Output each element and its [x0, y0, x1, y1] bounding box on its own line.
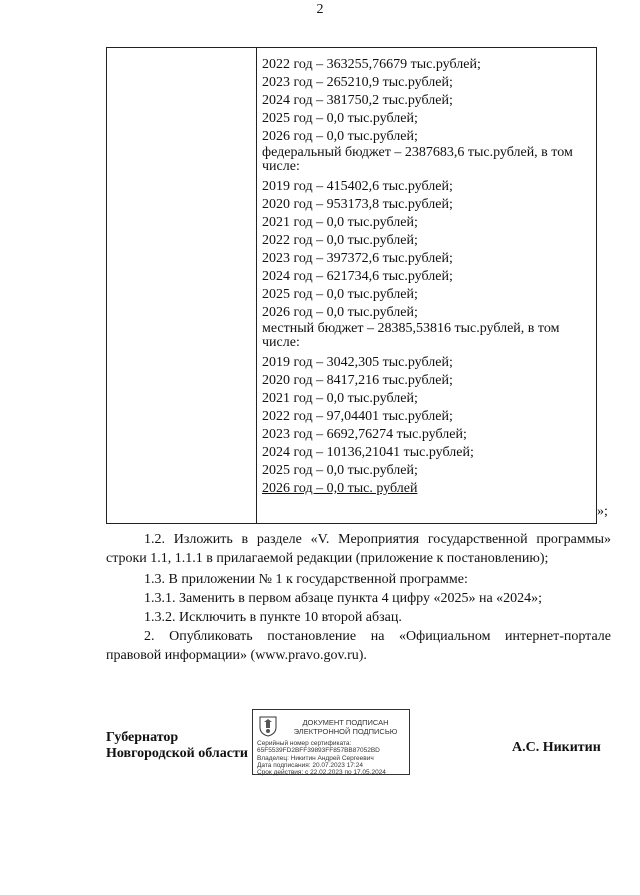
stamp-title-line-2: ЭЛЕКТРОННОЙ ПОДПИСЬЮ — [293, 727, 398, 736]
coat-of-arms-icon — [258, 715, 278, 737]
paragraph-1-3-2: 1.3.2. Исключить в пункте 10 второй абзац. — [144, 610, 402, 625]
budget-table — [106, 47, 597, 524]
table-row: 2022 год – 97,04401 тыс.рублей; — [262, 409, 453, 424]
table-row: 2020 год – 8417,216 тыс.рублей; — [262, 373, 453, 388]
cert-owner: Владелец: Никитин Андрей Сергеевич — [257, 755, 374, 762]
cert-label: Серийный номер сертификата: — [257, 740, 352, 747]
table-row: 2025 год – 0,0 тыс.рублей; — [262, 287, 418, 302]
table-closing-quote: »; — [597, 504, 608, 519]
table-rows — [262, 56, 592, 498]
table-row: 2024 год – 621734,6 тыс.рублей; — [262, 269, 453, 284]
paragraph-1-3: 1.3. В приложении № 1 к государственной программе: — [144, 572, 468, 587]
table-row: 2022 год – 363255,76679 тыс.рублей; — [262, 57, 481, 72]
table-row: 2024 год – 381750,2 тыс.рублей; — [262, 93, 453, 108]
table-row: 2019 год – 415402,6 тыс.рублей; — [262, 179, 453, 194]
position-line-2: Новгородской области — [106, 746, 248, 761]
stamp-title — [283, 718, 408, 736]
table-row: 2025 год – 0,0 тыс.рублей; — [262, 463, 418, 478]
table-row: 2019 год – 3042,305 тыс.рублей; — [262, 355, 453, 370]
table-row: 2026 год – 0,0 тыс.рублей; — [262, 129, 418, 144]
table-row: 2020 год – 953173,8 тыс.рублей; — [262, 197, 453, 212]
signer-name: А.С. Никитин — [512, 740, 601, 755]
table-row: 2023 год – 397372,6 тыс.рублей; — [262, 251, 453, 266]
table-row: федеральный бюджет – 2387683,6 тыс.рублей, в том числе: — [262, 145, 573, 174]
electronic-signature-stamp — [252, 709, 410, 775]
signed-date: Дата подписания: 20.07.2023 17:24 — [257, 762, 363, 769]
page-number: 2 — [316, 2, 324, 17]
paragraph-1-3-1: 1.3.1. Заменить в первом абзаце пункта 4 цифру «2025» на «2024»; — [144, 591, 543, 606]
table-row: 2023 год – 6692,76274 тыс.рублей; — [262, 427, 467, 442]
table-row: 2023 год – 265210,9 тыс.рублей; — [262, 75, 453, 90]
stamp-title-line-1: ДОКУМЕНТ ПОДПИСАН — [302, 718, 389, 727]
table-row: 2024 год – 10136,21041 тыс.рублей; — [262, 445, 474, 460]
paragraph-1-2: 1.2. Изложить в разделе «V. Мероприятия государственной программы» строки 1.1, 1.1.1 в прилагаемой редакции (приложение к постановлению); — [106, 532, 611, 566]
table-row: 2026 год – 0,0 тыс. рублей — [262, 481, 418, 496]
position-line-1: Губернатор — [106, 730, 179, 745]
cert-validity: Срок действия: с 22.02.2023 по 17.05.2024 — [257, 769, 386, 776]
table-row: 2025 год – 0,0 тыс.рублей; — [262, 111, 418, 126]
table-column-divider — [256, 48, 257, 523]
table-row: 2022 год – 0,0 тыс.рублей; — [262, 233, 418, 248]
table-row: 2026 год – 0,0 тыс.рублей; — [262, 305, 418, 320]
table-row: 2021 год – 0,0 тыс.рублей; — [262, 215, 418, 230]
signatory-position — [106, 730, 248, 762]
paragraph-2: 2. Опубликовать постановление на «Официальном интернет-портале правовой информации» (www.pravo.gov.ru). — [106, 629, 611, 663]
table-row: 2021 год – 0,0 тыс.рублей; — [262, 391, 418, 406]
table-row: местный бюджет – 28385,53816 тыс.рублей, в том числе: — [262, 321, 560, 350]
cert-number: 65F5539FD2BFF39893FF857BB87052BD — [257, 747, 380, 754]
